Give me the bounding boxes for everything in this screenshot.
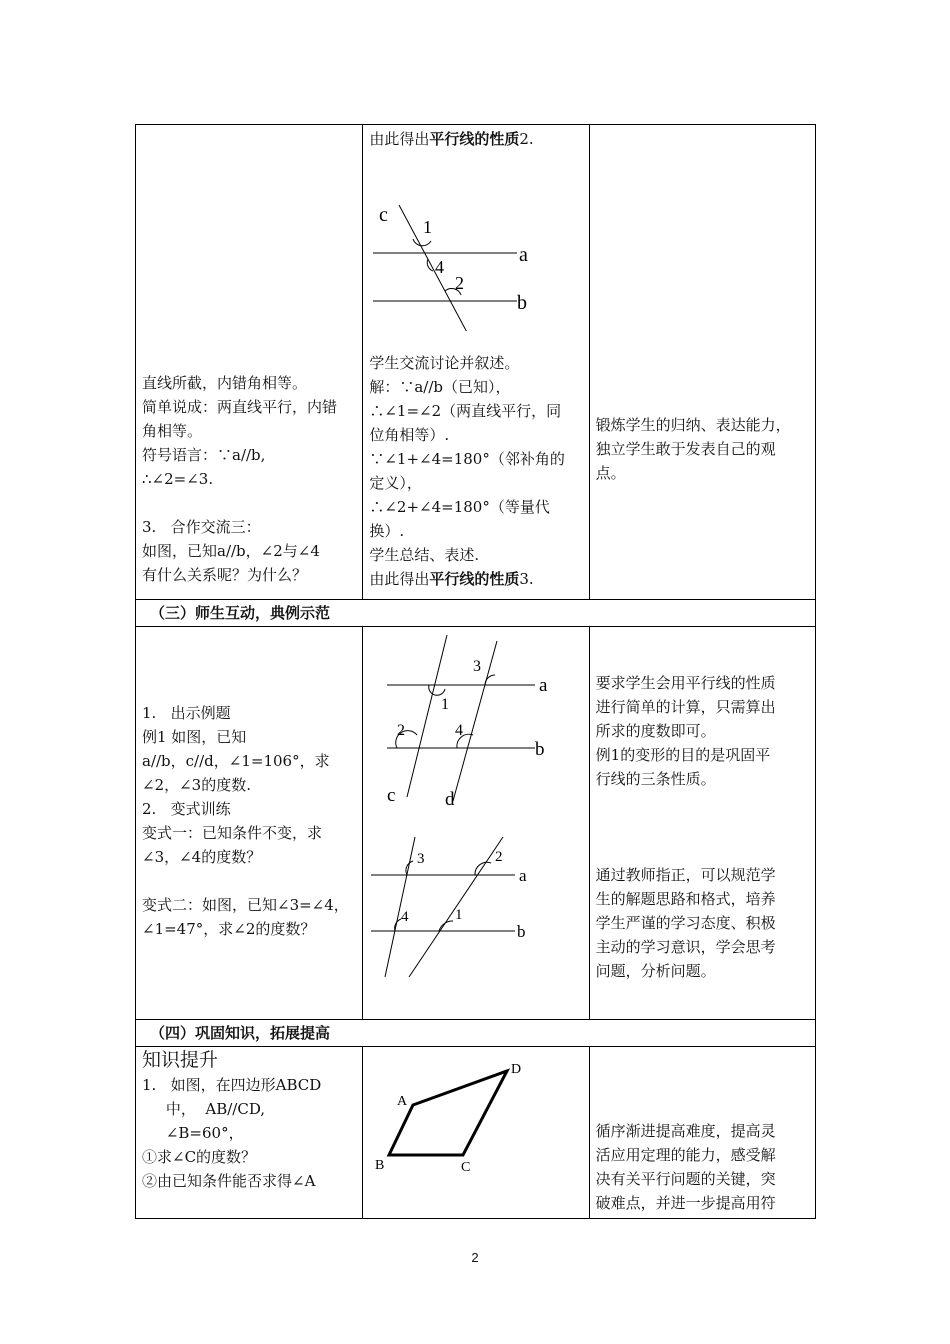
- transversal-left: [385, 837, 415, 977]
- section-title: （三）师生互动，典例示范: [136, 600, 816, 627]
- label-D: D: [511, 1062, 522, 1077]
- label-d: d: [445, 789, 455, 805]
- text: 由此得出: [369, 570, 430, 588]
- text-line: 学生严谨的学习态度、积极: [595, 914, 776, 932]
- angle-4-arc: [428, 259, 434, 271]
- section-title: （四）巩固知识，拓展提高: [136, 1020, 816, 1047]
- text: 2.: [519, 130, 534, 148]
- label-2: 2: [495, 849, 503, 865]
- text-line: 破难点，并进一步提高用符: [595, 1194, 776, 1212]
- text-line: ①求∠C的度数？: [142, 1148, 257, 1166]
- label-c: c: [387, 785, 396, 805]
- text-line: 变式一：已知条件不变，求: [142, 824, 323, 842]
- design-intent-cell: [589, 627, 815, 1020]
- text-line: 学生交流讨论并叙述。: [369, 354, 520, 372]
- property-name: 平行线的性质: [429, 130, 520, 148]
- label-a: a: [519, 866, 527, 885]
- teaching-content-cell: [136, 125, 363, 600]
- angle-1-arc: [429, 685, 445, 695]
- text-line: 3. 合作交流三：: [142, 518, 261, 536]
- quadrilateral-abcd: [389, 1071, 507, 1155]
- text-line: 通过教师指正，可以规范学: [595, 866, 776, 884]
- text-line: [142, 869, 356, 893]
- text-line: 行线的三条性质。: [595, 770, 716, 788]
- text-line: 学生总结、表述.: [369, 546, 480, 564]
- text-line: 例1的变形的目的是巩固平: [595, 746, 771, 764]
- text-line: ∠2，∠3的度数.: [142, 776, 251, 794]
- text-line: ∴∠1=∠2（两直线平行，同: [369, 402, 562, 420]
- label-1: 1: [455, 907, 463, 923]
- design-intent-cell: [589, 1047, 815, 1219]
- parallel-lines-figure-3: [367, 831, 567, 981]
- table-row: [136, 125, 816, 600]
- text-line: 独立学生敢于发表自己的观: [595, 440, 776, 458]
- text-line: 定义），: [369, 474, 422, 492]
- text: 由此得出: [369, 130, 430, 148]
- text-line: 1. 出示例题: [142, 704, 231, 722]
- text-line: ∴∠2+∠4=180°（等量代: [369, 498, 550, 516]
- label-1: 1: [423, 217, 433, 237]
- angle-2-arc: [475, 862, 491, 875]
- figure-cell: [363, 1047, 589, 1219]
- table-row: [136, 1047, 816, 1219]
- section-header-row: [136, 1020, 816, 1047]
- student-activity-cell: [363, 125, 589, 600]
- conclusion-line: [369, 127, 582, 151]
- section-header-row: [136, 600, 816, 627]
- label-4: 4: [435, 257, 445, 277]
- parallel-lines-figure-2: [367, 635, 567, 805]
- text-line: ∠3，∠4的度数？: [142, 848, 262, 866]
- text-line: 有什么关系呢？为什么？: [142, 566, 308, 584]
- text-line: 符号语言：∵a//b,: [142, 446, 266, 464]
- property-name: 平行线的性质: [429, 570, 520, 588]
- line-c: [407, 635, 450, 797]
- design-intent-cell: [589, 125, 815, 600]
- text-line: 进行简单的计算，只需算出: [595, 698, 776, 716]
- label-4: 4: [401, 909, 409, 925]
- text-line: 直线所截，内错角相等。: [142, 374, 308, 392]
- text-line: 主动的学习意识，学会思考: [595, 938, 776, 956]
- text-line: 角相等。: [142, 422, 203, 440]
- page-number: 2: [471, 1250, 479, 1265]
- text-line: ∠1=47°，求∠2的度数？: [142, 920, 316, 938]
- text-line: [142, 491, 356, 515]
- text-line: 锻炼学生的归纳、表达能力，: [595, 416, 791, 434]
- angle-1-arc: [413, 239, 431, 246]
- text-line: ∴∠2=∠3.: [142, 470, 214, 488]
- table-row: [136, 627, 816, 1020]
- text-line: 决有关平行问题的关键，突: [595, 1170, 776, 1188]
- label-3: 3: [473, 658, 482, 675]
- label-b: b: [517, 922, 526, 941]
- parallel-lines-figure-1: [369, 161, 569, 331]
- text-line: 要求学生会用平行线的性质: [595, 674, 776, 692]
- text: 3.: [519, 570, 534, 588]
- label-2: 2: [397, 722, 406, 739]
- text-line: 点。: [595, 464, 626, 482]
- figure-cell: [363, 627, 589, 1020]
- knowledge-title: 知识提升: [142, 1049, 219, 1071]
- text-line: 变式二：如图，已知∠3=∠4，: [142, 896, 349, 914]
- label-1: 1: [441, 696, 450, 713]
- text-line: 活应用定理的能力，感受解: [595, 1146, 776, 1164]
- text-line: 如图，已知a//b，∠2与∠4: [142, 542, 320, 560]
- angle-3-arc: [485, 675, 495, 685]
- text-line: 例1 如图，已知: [142, 728, 247, 746]
- label-4: 4: [455, 722, 464, 739]
- label-B: B: [375, 1158, 385, 1173]
- teaching-content-cell: [136, 1047, 363, 1219]
- text-line: 2. 变式训练: [142, 800, 231, 818]
- label-c: c: [379, 204, 389, 226]
- text-line: 中， AB//CD,: [142, 1100, 266, 1118]
- text-line: 简单说成：两直线平行，内错: [142, 398, 338, 416]
- label-C: C: [461, 1160, 471, 1175]
- text-line: 解：∵a//b（已知），: [369, 378, 511, 396]
- text-line: 循序渐进提高难度，提高灵: [595, 1122, 776, 1140]
- text-line: 生的解题思路和格式，培养: [595, 890, 776, 908]
- label-2: 2: [455, 273, 465, 293]
- text-line: 1. 如图，在四边形ABCD: [142, 1076, 322, 1094]
- label-A: A: [397, 1094, 408, 1109]
- label-b: b: [535, 739, 545, 760]
- text-line: ②由已知条件能否求得∠A: [142, 1172, 316, 1190]
- quadrilateral-figure: [367, 1051, 567, 1181]
- text-line: 问题，分析问题。: [595, 962, 716, 980]
- text-line: a//b，c//d，∠1=106°，求: [142, 752, 330, 770]
- lesson-plan-table: [135, 124, 816, 1219]
- text-line: 位角相等）.: [369, 426, 450, 444]
- text-line: ∵∠1+∠4=180°（邻补角的: [369, 450, 565, 468]
- teaching-content-cell: [136, 627, 363, 1020]
- text-line: ∠B=60°，: [142, 1124, 244, 1142]
- label-a: a: [519, 244, 529, 266]
- label-b: b: [517, 292, 528, 314]
- text-line: 所求的度数即可。: [595, 722, 716, 740]
- text-line: 换）.: [369, 522, 405, 540]
- label-3: 3: [417, 851, 425, 867]
- label-a: a: [539, 675, 548, 696]
- conclusion-line: [369, 567, 582, 591]
